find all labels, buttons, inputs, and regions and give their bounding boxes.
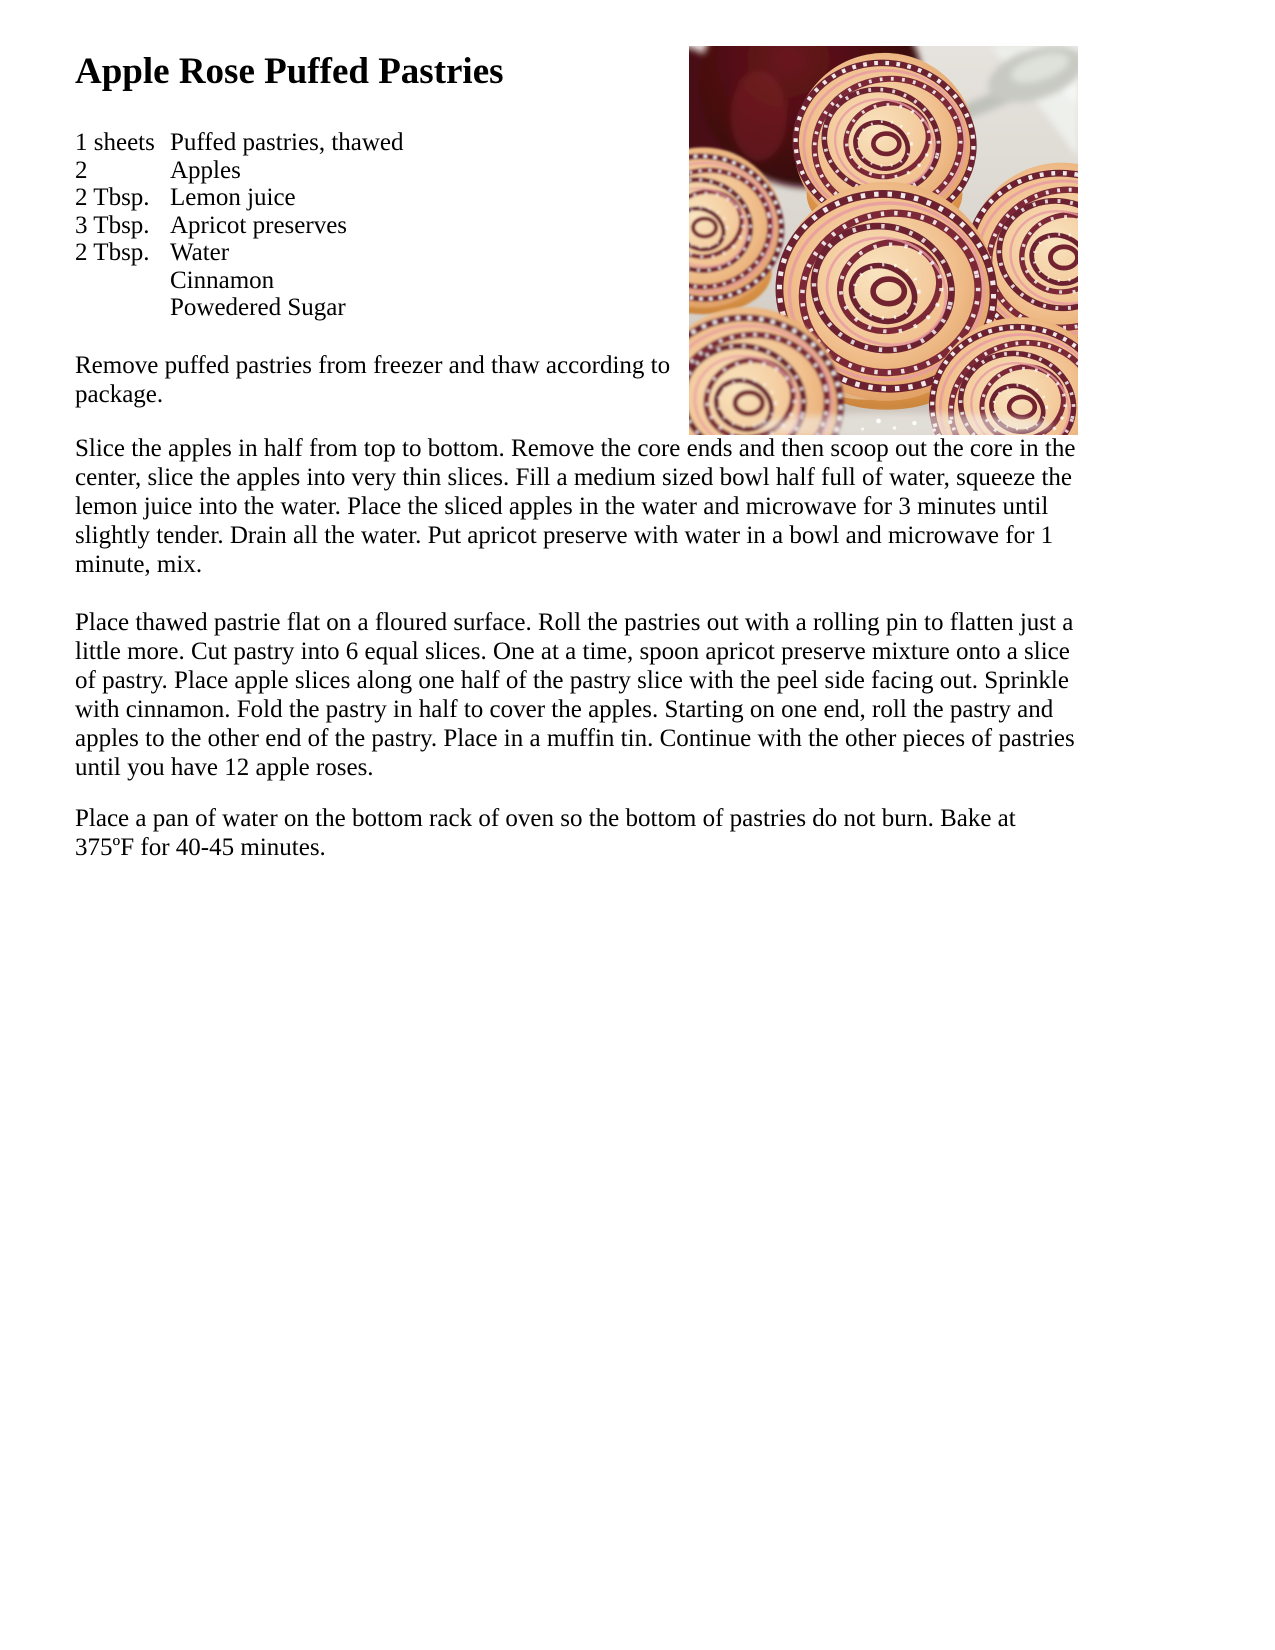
- ingredient-row: [75, 212, 404, 240]
- ingredient-list: [75, 129, 404, 322]
- ingredient-row: [75, 129, 404, 157]
- ingredient-name: Cinnamon: [170, 266, 275, 294]
- ingredient-name: Puffed pastries, thawed: [170, 129, 404, 156]
- ingredient-name: Lemon juice: [170, 184, 296, 211]
- ingredient-amount: 2: [75, 156, 88, 184]
- ingredient-name: Powedered Sugar: [170, 294, 346, 321]
- recipe-photo-illustration: [689, 46, 1078, 435]
- ingredient-row: [75, 184, 404, 212]
- ingredient-amount: 2 Tbsp.: [75, 184, 150, 211]
- step-paragraph-3: Place thawed pastrie flat on a floured surface. Roll the pastries out with a rolling pin to flatten just a little more. Cut pastry into 6 equal slices. One at a time, spoon apricot preserve mixture onto a slice of pastry. Place apple slices along one half of the pastry slice with the peel side facing out. Sprinkle with cinnamon. Fold the pastry in half to cover the apples. Starting on one end, roll the pastry and apples to the other end of the pastry. Place in a muffin tin. Continue with the other pieces of pastries until you have 12 apple roses.: [75, 609, 1075, 781]
- ingredient-name: Water: [170, 239, 230, 266]
- ingredient-name: Apricot preserves: [170, 211, 348, 239]
- ingredient-row: [75, 267, 404, 295]
- ingredient-amount: [75, 294, 170, 322]
- ingredient-amount: [75, 267, 170, 295]
- ingredient-row: [75, 157, 404, 185]
- step-paragraph-2: Slice the apples in half from top to bottom. Remove the core ends and then scoop out the core in the center, slice the apples into very thin slices. Fill a medium sized bowl half full of water, squeeze the lemon juice into the water. Place the sliced apples in the water and microwave for 3 minutes until slightly tender. Drain all the water. Put apricot preserve with water in a bowl and microwave for 1 minute, mix.: [75, 435, 1076, 578]
- ingredient-amount: 1 sheets: [75, 129, 155, 156]
- step-paragraph-1: Remove puffed pastries from freezer and thaw according to package.: [75, 352, 671, 408]
- recipe-photo: [689, 46, 1078, 435]
- recipe-title: Apple Rose Puffed Pastries: [75, 51, 504, 92]
- ingredient-row: [75, 294, 404, 322]
- ingredient-name: Apples: [170, 156, 241, 184]
- step-paragraph-4: Place a pan of water on the bottom rack of oven so the bottom of pastries do not burn. Bake at 375ºF for 40-45 minutes.: [75, 805, 1016, 861]
- ingredient-amount: 2 Tbsp.: [75, 239, 150, 266]
- ingredient-amount: 3 Tbsp.: [75, 211, 150, 239]
- ingredient-row: [75, 239, 404, 267]
